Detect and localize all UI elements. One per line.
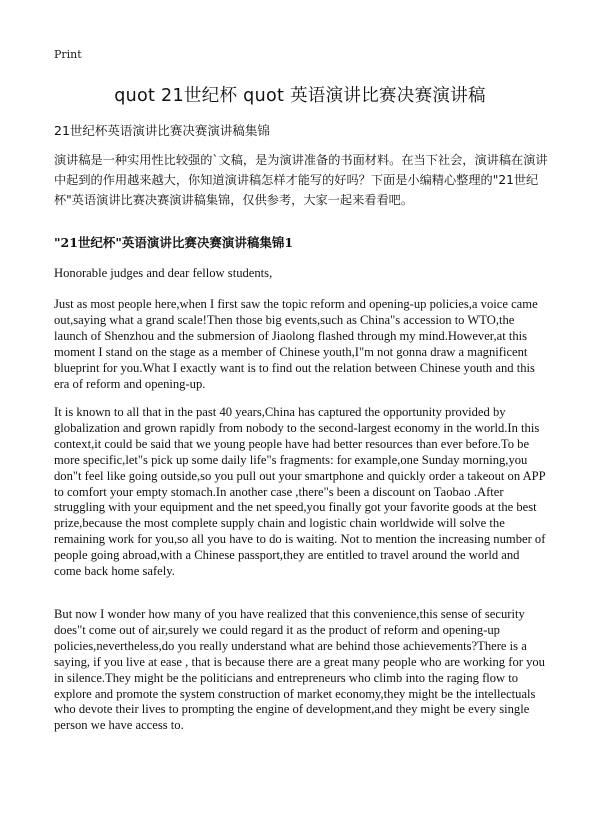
intro-paragraph: 演讲稿是一种实用性比较强的`文稿，是为演讲准备的书面材料。在当下社会，演讲稿在演讲中起到的作用越来越大，你知道演讲稿怎样才能写的好吗？下面是小编精心整理的"21世纪杯"英语演讲比赛决赛演讲稿集锦，仅供参考，大家一起来看看吧。 (54, 153, 548, 207)
print-label: Print (54, 48, 82, 61)
speech-paragraph-3: But now I wonder how many of you have realized that this convenience,this sense of security does"t come out of air,surely we could regard it as the product of reform and opening-up policies,nevertheless,do you really understand what are behind those achievements?There is a saying, if you live at ease , that is because there are a great many people who are working for you in silence.They might be the politicians and entrepreneurs who climb into the raging flow to explore and promote the system construction of market economy,they might be the intellectuals who devote their lives to prompting the engine of development,and they might be every single person we have access to. (54, 607, 545, 733)
speech-paragraph-salutation: Honorable judges and dear fellow students, (54, 266, 273, 280)
speech-paragraph-1: Just as most people here,when I first saw the topic reform and opening-up policies,a voice came out,saying what a grand scale!Then those big events,such as China"s accession to WTO,the launch of Shenzhou and the submersion of Jiaolong flashed through my mind.However,at this moment I stand on the stage as a member of Chinese youth,I"m not gonna draw a magnificent blueprint for you.What I exactly want is to find out the relation between Chinese youth and this era of reform and opening-up. (54, 297, 538, 391)
section-heading: "21世纪杯"英语演讲比赛决赛演讲稿集锦1 (54, 235, 294, 250)
document-subtitle: 21世纪杯英语演讲比赛决赛演讲稿集锦 (54, 123, 270, 138)
document-title: quot 21世纪杯 quot 英语演讲比赛决赛演讲稿 (114, 86, 486, 106)
speech-paragraph-2: It is known to all that in the past 40 years,China has captured the opportunity provided by globalization and grown rapidly from nobody to the second-largest economy in the world.In this context,it could be said that we young people have had better resources than ever before.To be more specific,let"s pick up some daily life"s fragments: for example,one Sunday morning,you don"t feel like going outside,so you pull out your smartphone and quickly order a takeout on APP to comfort your empty stomach.In another case ,there"s been a discount on Taobao .After struggling with your equipment and the net speed,you finally got your favorite goods at the best prize,because the most complete supply chain and logistic chain worldwide will solve the remaining work for you,so all you have to do is waiting. Not to mention the increasing number of people going abroad,with a Chinese passport,they are entitled to travel around the world and come back home safely. (54, 405, 546, 579)
